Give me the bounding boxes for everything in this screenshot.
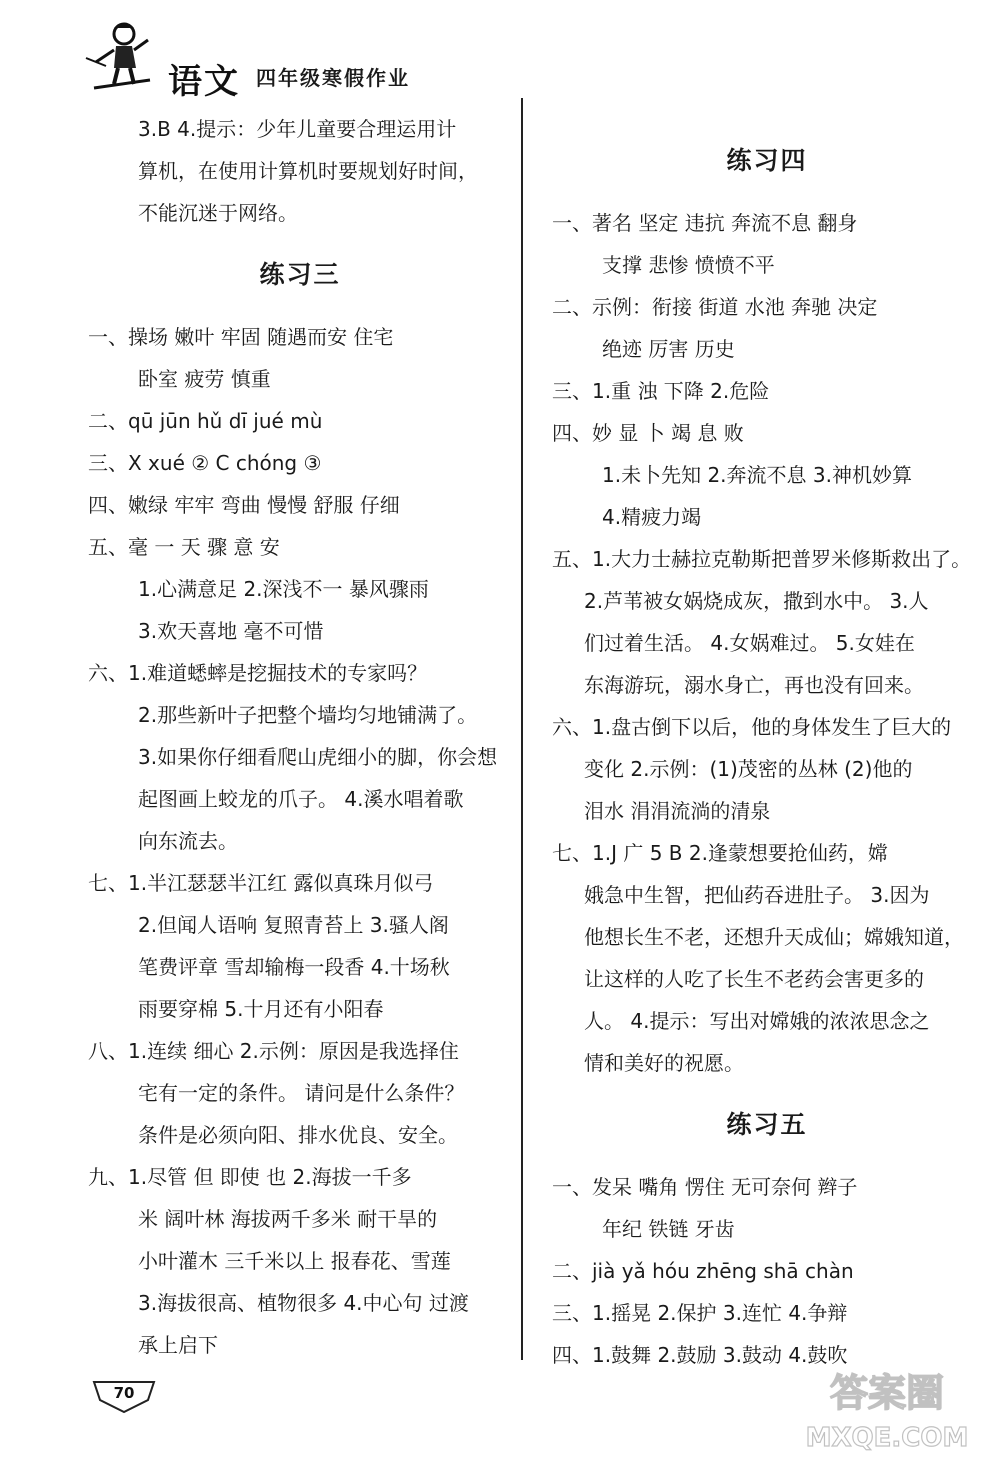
answer-line: 年纪 铁链 牙齿 — [602, 1217, 735, 1241]
answer-line: 娥急中生智，把仙药吞进肚子。 3.因为 — [584, 883, 930, 907]
answer-line: 泪水 涓涓流淌的清泉 — [584, 799, 771, 823]
answer-line: 二、jià yǎ hóu zhēng shā chàn — [552, 1259, 854, 1283]
answer-line: 3.B 4.提示：少年儿童要合理运用计 — [138, 117, 457, 141]
watermark — [784, 1362, 990, 1454]
answer-line: 支撑 悲惨 愤愤不平 — [602, 253, 775, 277]
answer-line: 算机，在使用计算机时要规划好时间， — [138, 159, 478, 183]
page-number-ribbon-icon — [90, 1374, 158, 1414]
answer-line: 雨要穿棉 5.十月还有小阳春 — [138, 997, 384, 1021]
watermark-url: MXQE.COM — [805, 1423, 969, 1453]
answer-line: 二、示例：衔接 街道 水池 奔驰 决定 — [552, 295, 878, 319]
exercise-answers — [88, 316, 512, 1366]
answer-line: 情和美好的祝愿。 — [584, 1051, 744, 1075]
answer-line: 1.未卜先知 2.奔流不息 3.神机妙算 — [602, 463, 912, 487]
answer-line: 小叶灌木 三千米以上 报春花、雪莲 — [138, 1249, 451, 1273]
answer-line: 四、嫩绿 牢牢 弯曲 慢慢 舒服 仔细 — [88, 493, 400, 517]
answer-line: 2.那些新叶子把整个墙均匀地铺满了。 — [138, 703, 478, 727]
answer-line: 承上启下 — [138, 1333, 218, 1357]
skier-mascot-icon — [80, 18, 160, 98]
answer-line: 五、1.大力士赫拉克勒斯把普罗米修斯救出了。 — [552, 547, 972, 571]
exercise-heading: 练习三 — [259, 260, 341, 289]
answer-line: 四、1.鼓舞 2.鼓励 3.鼓动 4.鼓吹 — [552, 1343, 848, 1367]
subject-title: 语文 — [168, 62, 240, 102]
answer-line: 六、1.难道蟋蟀是挖掘技术的专家吗？ — [88, 661, 428, 685]
exercise-heading: 练习五 — [726, 1110, 808, 1139]
answer-line: 五、毫 一 天 骤 意 安 — [88, 535, 280, 559]
answer-line: 他想长生不老，还想升天成仙；嫦娥知道， — [584, 925, 964, 949]
exercise-answers — [552, 202, 982, 1084]
answer-line: 2.芦苇被女娲烧成灰，撒到水中。 3.人 — [584, 589, 929, 613]
answer-line: 宅有一定的条件。 请问是什么条件？ — [138, 1081, 465, 1105]
answer-line: 不能沉迷于网络。 — [138, 201, 298, 225]
answer-line: 笔费评章 雪却输梅一段香 4.十场秋 — [138, 955, 450, 979]
exercise-answers — [552, 1166, 982, 1376]
answer-line: 九、1.尽管 但 即使 也 2.海拔一千多 — [88, 1165, 412, 1189]
watermark-logo: 答案圈 — [829, 1371, 945, 1415]
answer-line: 向东流去。 — [138, 829, 238, 853]
page-number: 70 — [113, 1384, 135, 1402]
answer-line: 4.精疲力竭 — [602, 505, 702, 529]
exercise-heading: 练习四 — [726, 146, 808, 175]
answer-line: 七、1.J 广 5 B 2.逢蒙想要抢仙药，嫦 — [552, 841, 888, 865]
answer-line: 米 阔叶林 海拔两千多米 耐干旱的 — [138, 1207, 438, 1231]
answer-line: 东海游玩，溺水身亡，再也没有回来。 — [584, 673, 924, 697]
answer-line: 二、qū jūn hǔ dī jué mù — [88, 409, 323, 433]
answer-line: 六、1.盘古倒下以后，他的身体发生了巨大的 — [552, 715, 952, 739]
answer-line: 们过着生活。 4.女娲难过。 5.女娃在 — [584, 631, 915, 655]
answer-line: 卧室 疲劳 慎重 — [138, 367, 271, 391]
answer-line: 绝迹 厉害 历史 — [602, 337, 735, 361]
left-column — [88, 108, 512, 1366]
answer-line: 变化 2.示例：(1)茂密的丛林 (2)他的 — [584, 757, 913, 781]
page-header — [80, 18, 500, 102]
answer-line: 条件是必须向阳、排水优良、安全。 — [138, 1123, 458, 1147]
answer-line: 一、发呆 嘴角 愣住 无可奈何 辫子 — [552, 1175, 858, 1199]
page-number-badge — [90, 1374, 158, 1414]
book-title: 四年级寒假作业 — [256, 66, 410, 90]
answer-line: 起图画上蛟龙的爪子。 4.溪水唱着歌 — [138, 787, 464, 811]
answer-line: 一、著名 坚定 违抗 奔流不息 翻身 — [552, 211, 858, 235]
answer-line: 三、X xué ② C chóng ③ — [88, 451, 322, 475]
answer-line: 3.欢天喜地 毫不可惜 — [138, 619, 324, 643]
answer-line: 三、1.摇晃 2.保护 3.连忙 4.争辩 — [552, 1301, 848, 1325]
answer-line: 3.海拔很高、植物很多 4.中心句 过渡 — [138, 1291, 469, 1315]
answer-line: 四、妙 显 卜 竭 息 败 — [552, 421, 744, 445]
answer-line: 七、1.半江瑟瑟半江红 露似真珠月似弓 — [88, 871, 434, 895]
answer-line: 人。 4.提示：写出对嫦娥的浓浓思念之 — [584, 1009, 930, 1033]
intro-answers — [88, 108, 512, 234]
answer-line: 3.如果你仔细看爬山虎细小的脚，你会想 — [138, 745, 498, 769]
answer-line: 一、操场 嫩叶 牢固 随遇而安 住宅 — [88, 325, 394, 349]
answer-line: 1.心满意足 2.深浅不一 暴风骤雨 — [138, 577, 429, 601]
answer-line: 让这样的人吃了长生不老药会害更多的 — [584, 967, 924, 991]
column-divider — [521, 98, 523, 1360]
answer-line: 2.但闻人语响 复照青苔上 3.骚人阁 — [138, 913, 449, 937]
answer-line: 八、1.连续 细心 2.示例：原因是我选择住 — [88, 1039, 459, 1063]
answer-line: 三、1.重 浊 下降 2.危险 — [552, 379, 770, 403]
right-column — [552, 120, 982, 1376]
